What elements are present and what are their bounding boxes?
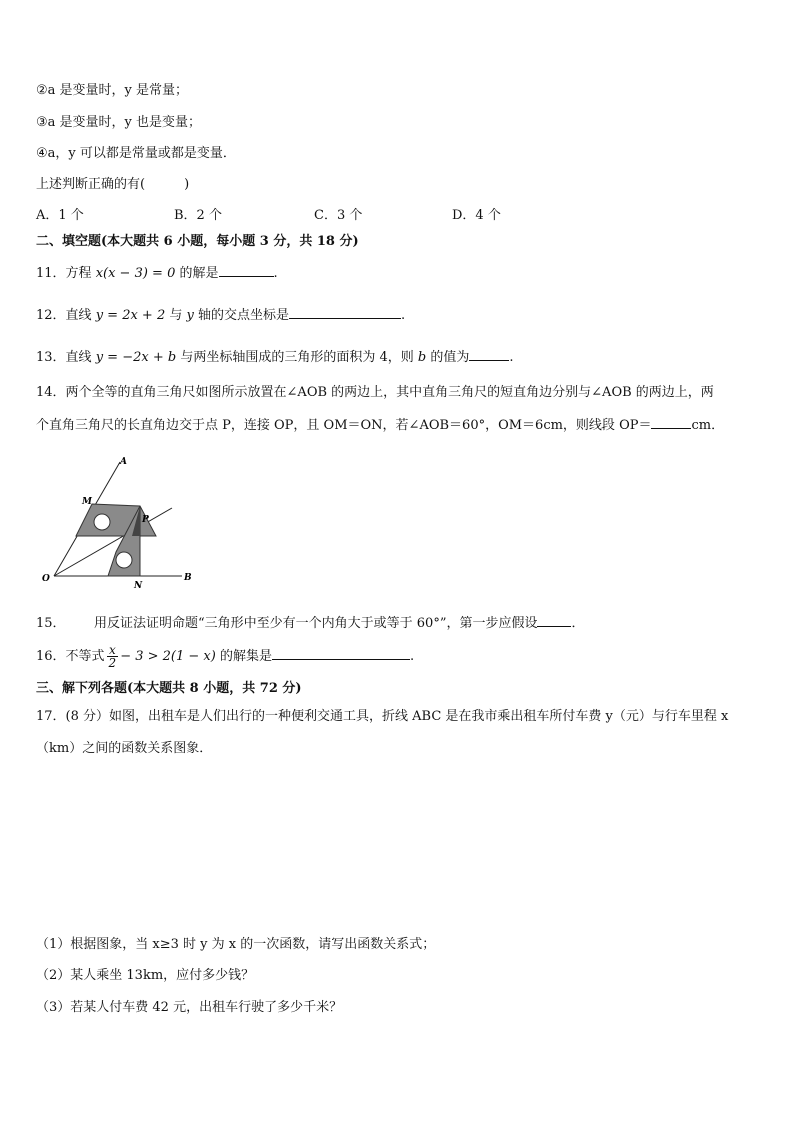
- q11-prefix: 11．方程: [36, 266, 92, 281]
- q16-answer-blank[interactable]: [272, 647, 410, 660]
- q12-var: y: [186, 308, 194, 323]
- label-a: A: [120, 457, 127, 467]
- geometry-figure: [36, 450, 206, 592]
- question-15: [36, 614, 584, 633]
- q14-line-1: 14．两个全等的直角三角尺如图所示放置在∠AOB 的两边上，其中直角三角尺的短直角边分别与∠AOB 的两边上，两: [36, 385, 714, 400]
- q11-equation: x(x − 3) = 0: [95, 266, 176, 281]
- q17-sub-3: （3）若某人付车费 42 元，出租车行驶了多少千米？: [36, 1000, 343, 1015]
- q12-suffix: 轴的交点坐标是: [198, 308, 290, 323]
- question-16: [36, 644, 414, 670]
- question-12: [36, 306, 405, 325]
- q16-suffix: 的解集是: [219, 649, 272, 664]
- q16-fraction: [107, 644, 119, 669]
- q13-end: .: [509, 350, 514, 365]
- q16-inequality: − 3 > 2(1 − x): [120, 649, 216, 664]
- q16-frac-num: x: [107, 644, 119, 657]
- q10-statement-2: ②a 是变量时，y 是常量；: [36, 83, 189, 98]
- q12-prefix: 12．直线: [36, 308, 92, 323]
- q10-prompt: 上述判断正确的有( ): [36, 177, 190, 192]
- q14-line-2: [36, 416, 724, 435]
- label-o: O: [42, 574, 50, 584]
- q11-suffix: 的解是: [179, 266, 219, 281]
- lower-ruler-hole: [116, 552, 132, 568]
- q14-line-2-text: 个直角三角尺的长直角边交于点 P，连接 OP，且 OM＝ON，若∠AOB＝60°，OM＝6cm，则线段 OP＝: [36, 418, 652, 433]
- q13-prefix: 13．直线: [36, 350, 92, 365]
- q15-end: ．: [571, 616, 585, 631]
- option-a[interactable]: A．1 个: [36, 208, 84, 223]
- question-11: [36, 264, 278, 283]
- q15-number: 15．: [36, 616, 66, 631]
- q17-sub-2: （2）某人乘坐 13km，应付多少钱？: [36, 968, 255, 983]
- q13-answer-blank[interactable]: [469, 348, 509, 361]
- q17-line-1: 17．(8 分）如图，出租车是人们出行的一种便利交通工具，折线 ABC 是在我市乘出租车所付车费 y（元）与行车里程 x: [36, 709, 729, 724]
- q15-text: 用反证法证明命题“三角形中至少有一个内角大于或等于 60°”，第一步应假设: [94, 616, 538, 631]
- q16-end: .: [409, 649, 415, 664]
- q17-line-2: （km）之间的函数关系图象．: [36, 741, 213, 756]
- option-b[interactable]: B．2 个: [174, 208, 222, 223]
- q10-statement-4: ④a，y 可以都是常量或都是变量．: [36, 146, 236, 161]
- q11-end: .: [273, 266, 278, 281]
- q12-mid: 与: [169, 308, 183, 323]
- option-d[interactable]: D．4 个: [452, 208, 501, 223]
- question-13: [36, 348, 513, 367]
- q13-var: b: [417, 350, 427, 365]
- label-b: B: [184, 573, 192, 583]
- label-n: N: [134, 581, 143, 591]
- option-c[interactable]: C．3 个: [314, 208, 363, 223]
- q16-prefix: 16．不等式: [36, 649, 105, 664]
- q14-answer-blank[interactable]: [651, 416, 691, 429]
- q13-equation: y = −2x + b: [95, 350, 177, 365]
- q14-line-2-unit: cm．: [691, 418, 725, 433]
- label-p: P: [142, 515, 149, 525]
- q12-answer-blank[interactable]: [289, 306, 401, 319]
- section-3-heading: 三、解下列各题(本大题共 8 小题，共 72 分): [36, 681, 302, 696]
- label-m: M: [82, 497, 92, 507]
- q16-frac-den: 2: [108, 656, 117, 670]
- q12-equation: y = 2x + 2: [95, 308, 166, 323]
- q11-answer-blank[interactable]: [219, 264, 274, 277]
- q13-mid: 与两坐标轴围成的三角形的面积为 4，则: [180, 350, 414, 365]
- q15-answer-blank[interactable]: [537, 614, 571, 627]
- q10-options: [36, 207, 501, 225]
- q12-end: .: [401, 308, 406, 323]
- q17-sub-1: （1）根据图象，当 x≥3 时 y 为 x 的一次函数，请写出函数关系式；: [36, 937, 436, 952]
- q13-suffix: 的值为: [430, 350, 470, 365]
- section-2-heading: 二、填空题(本大题共 6 小题，每小题 3 分，共 18 分): [36, 234, 359, 249]
- q10-statement-3: ③a 是变量时，y 也是变量；: [36, 115, 202, 130]
- upper-ruler-hole: [94, 514, 110, 530]
